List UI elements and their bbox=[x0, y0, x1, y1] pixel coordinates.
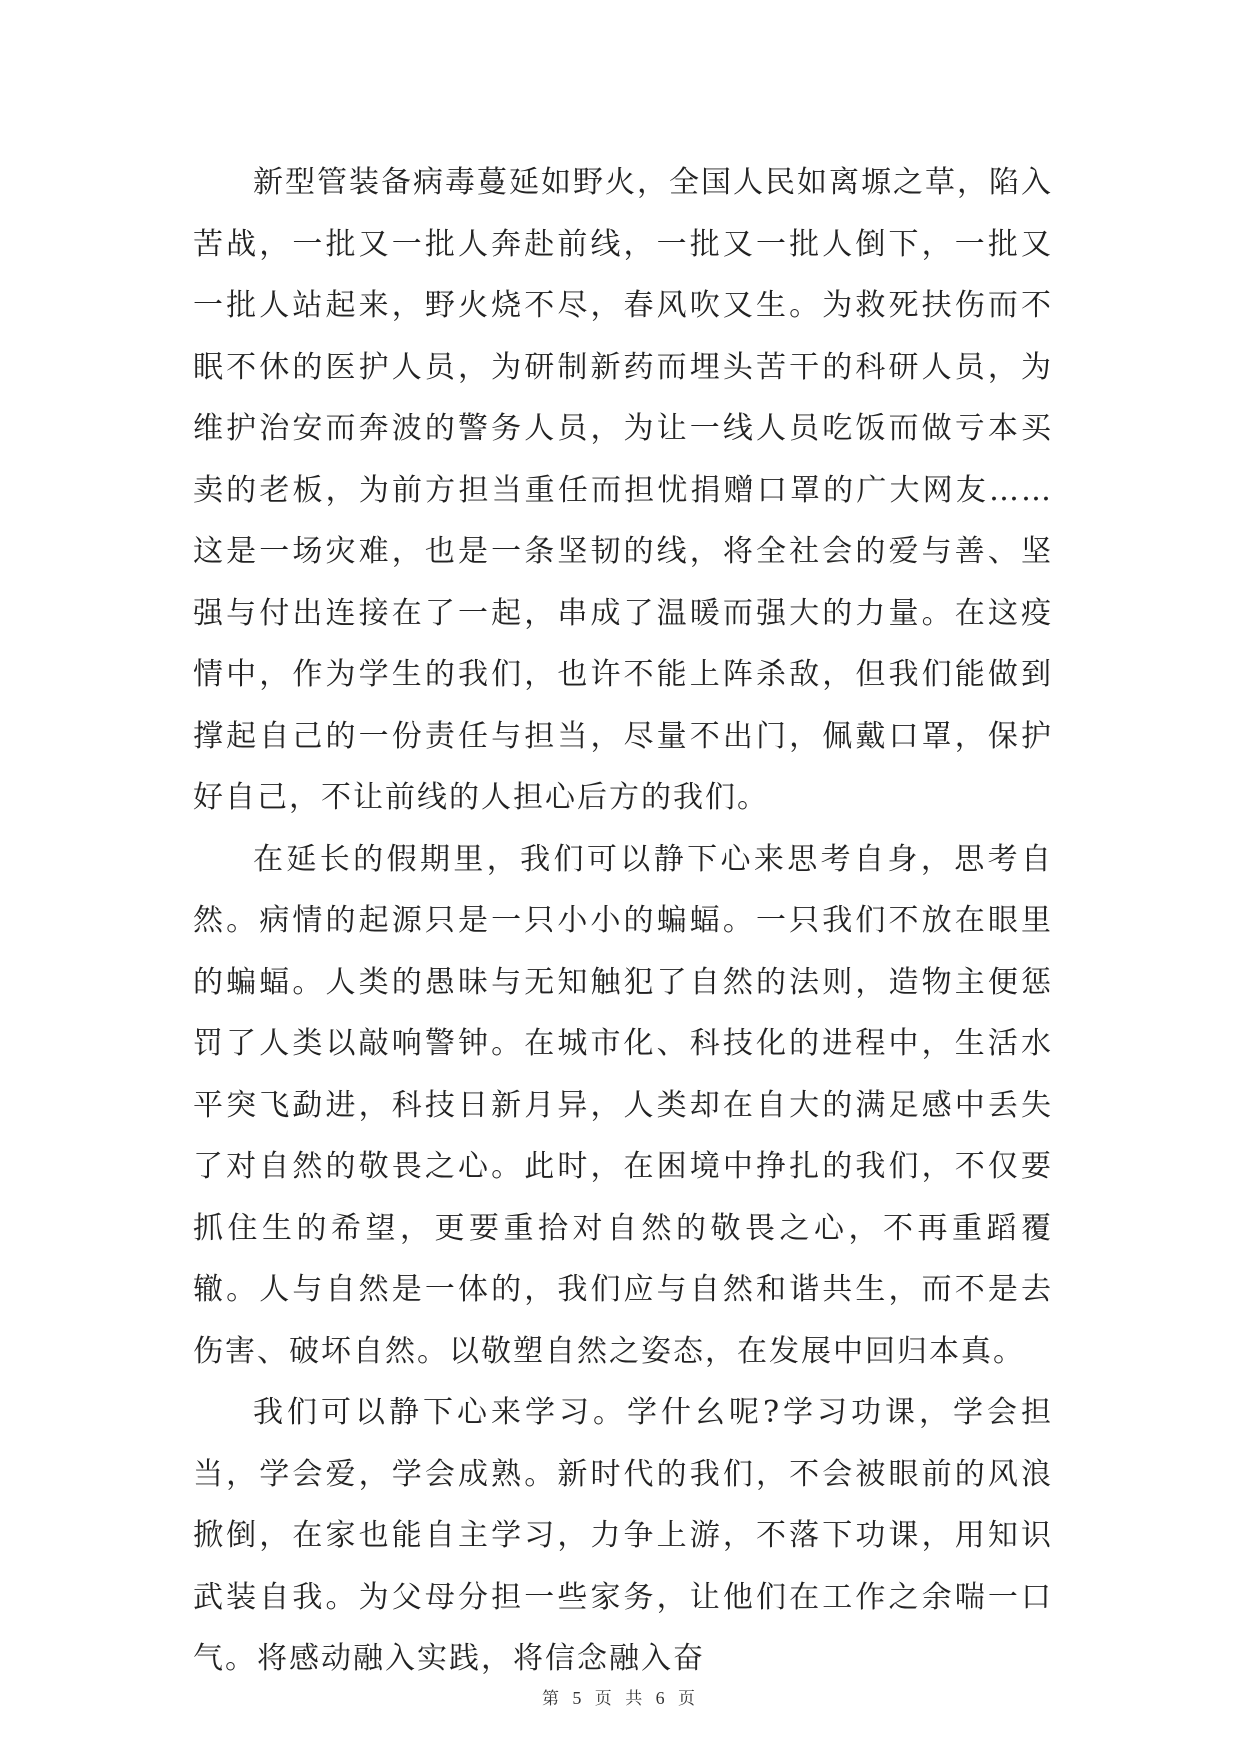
page-footer bbox=[0, 1684, 1241, 1709]
current-page-number: 5 bbox=[572, 1688, 586, 1708]
footer-middle: 页 共 bbox=[594, 1689, 647, 1709]
paragraph-1: 新型管装备病毒蔓延如野火，全国人民如离塬之草，陷入苦战，一批又一批人奔赴前线，一批又一批人倒下，一批又一批人站起来，野火烧不尽，春风吹又生。为救死扶伤而不眠不休的医护人员，为研制新药而埋头苦干的科研人员，为维护治安而奔波的警务人员，为让一线人员吃饭而做亏本买卖的老板，为前方担当重任而担忧捐赠口罩的广大网友……这是一场灾难，也是一条坚韧的线，将全社会的爱与善、坚强与付出连接在了一起，串成了温暖而强大的力量。在这疫情中，作为学生的我们，也许不能上阵杀敌，但我们能做到撑起自己的一份责任与担当，尽量不出门，佩戴口罩，保护好自己，不让前线的人担心后方的我们。 bbox=[193, 165, 1053, 815]
footer-prefix: 第 bbox=[541, 1689, 563, 1709]
paragraph-3: 我们可以静下心来学习。学什幺呢?学习功课，学会担当，学会爱，学会成熟。新时代的我们，不会被眼前的风浪掀倒，在家也能自主学习，力争上游，不落下功课，用知识武装自我。为父母分担一些家务，让他们在工作之余喘一口气。将感动融入实践，将信念融入奋 bbox=[193, 1395, 1053, 1676]
footer-suffix: 页 bbox=[678, 1689, 700, 1709]
total-page-number: 6 bbox=[655, 1688, 669, 1708]
body-text bbox=[193, 152, 1053, 1690]
paragraph-2: 在延长的假期里，我们可以静下心来思考自身，思考自然。病情的起源只是一只小小的蝙蝠。一只我们不放在眼里的蝙蝠。人类的愚昧与无知触犯了自然的法则，造物主便惩罚了人类以敲响警钟。在城市化、科技化的进程中，生活水平突飞勐进，科技日新月异，人类却在自大的满足感中丢失了对自然的敬畏之心。此时，在困境中挣扎的我们，不仅要抓住生的希望，更要重拾对自然的敬畏之心，不再重蹈覆辙。人与自然是一体的，我们应与自然和谐共生，而不是去伤害、破坏自然。以敬塑自然之姿态，在发展中回归本真。 bbox=[193, 841, 1053, 1369]
